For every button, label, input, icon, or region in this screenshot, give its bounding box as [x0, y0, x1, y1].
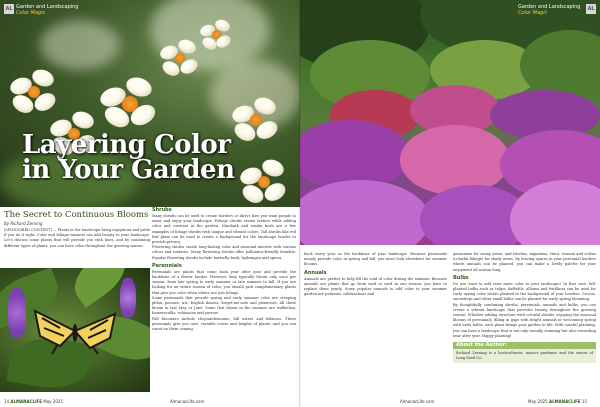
- continuation-paragraph: back every year as the backbone of your landscape. Because perennials mainly provide color in spring and fall, you must look elsewhere for summer blooms.: [304, 252, 447, 267]
- perennials-paragraph: Perennials are plants that come back year after year and provide the backbone of a flower border. However, they typically bloom only once per season, from late spring to early summer or late summer to fall. If you are looking for an entire season of color, you should pick complementary plants that give you color when others are just foliage.: [152, 269, 296, 295]
- daffodil-flower: [232, 98, 282, 144]
- left-column-b: [152, 207, 296, 332]
- perennials-paragraph-3: Fall bloomers include chrysanthemums, fall asters and hibiscus. These perennials give you rare, variable colors and heights of plants, and you can count on them coming: [152, 316, 296, 332]
- page-number: 15: [581, 399, 587, 404]
- left-column-a: [4, 228, 150, 249]
- page-gutter: [299, 0, 301, 407]
- section-title: Garden and Landscaping: [518, 4, 581, 10]
- issue-date: May 2025: [528, 399, 548, 404]
- title-line-2: in Your Garden: [22, 155, 235, 185]
- annuals-paragraph: Annuals are perfect to help fill the void of color during the summer. Because annuals are plants that go from seed to seed in one season, you have to replant them yearly. Some popular annuals to add color to your summer garden are petunias, calibrachoas and: [304, 276, 447, 297]
- annuals-heading: Annuals: [304, 269, 327, 276]
- section-subtitle: Color Magic: [16, 10, 46, 16]
- section-subtitle: Color Magic: [518, 10, 548, 16]
- magazine-name: ALMANACLIFE: [10, 399, 42, 404]
- article-title: [22, 130, 235, 185]
- garden-bed-image: [300, 0, 600, 245]
- daffodil-flower: [240, 160, 290, 206]
- about-author-text: Richard Zerning is a horticulturist, master gardener and the owner of Long Seed Co.: [456, 351, 593, 361]
- perennials-paragraph-2: Some perennials that provide spring and early summer color are creeping phlox, peonies, iris, English daisies, forget-me-nots and primroses. All these bloom in late May or June. Some that bloom in the summer are rudbeckia, hemerocallis, echinacea and yarrow.: [152, 295, 296, 316]
- left-footer-url: AlmanacLife.com: [170, 399, 205, 404]
- about-author-box: [453, 342, 596, 363]
- about-author-heading: About the Author:: [453, 342, 596, 349]
- shrubs-paragraph-2: Flowering shrubs create long-lasting color and seasonal interest with various colors and textures. Many flowering shrubs offer pollinator-friendly benefits. Popular flowering shrubs include butterfly bush, hydrangea and spirea.: [152, 245, 296, 260]
- daffodil-flower: [160, 40, 204, 80]
- section-label: [518, 4, 580, 16]
- bulbs-heading: Bulbs: [453, 274, 469, 281]
- shrubs-paragraph: Many shrubs can be used to create borders or direct how you want people to enter and enjoy your landscape. Foliage shrubs create texture while adding color and contrast in the garden. Ninebark and smoke bush are a few examples of foliage shrubs with unique and vibrant colors. Tall shrubs like red leaf plum can be used to create a background for the landscape border to provide privacy.: [152, 214, 296, 245]
- magazine-name: ALMANACLIFE: [549, 399, 581, 404]
- section-tag: AL: [587, 6, 595, 12]
- bulbs-paragraph-2: By thoughtfully combining shrubs, perennials, annuals and bulbs, you can create a vibrant landscape that provides beauty throughout the growing season. Whether adding structure with colorful shrubs, enjoying the seasonal blooms of perennials, filling in gaps with bright annuals or welcoming spring with early bulbs, each plant brings your garden to life. With careful planning, you can have a landscape that is not only visually stunning but also rewarding year after year. Happy planting!: [453, 302, 596, 338]
- right-footer-url: AlmanacLife.com: [400, 399, 435, 404]
- annuals-continued-paragraph: geraniums for sunny areas; and lobelias, impatiens, vinca, torenia and coleus (colorful foliage) for shady areas. By leaving spaces in your perennial borders where annuals can be planted, you can make a lovely palette for your enjoyment all season long.: [453, 252, 596, 272]
- left-footer: [4, 399, 63, 404]
- section-label: [16, 4, 78, 16]
- right-footer: [528, 399, 587, 404]
- daffodil-flower: [10, 70, 60, 116]
- issue-date: May 2025: [43, 399, 63, 404]
- section-tag: AL: [5, 6, 13, 12]
- daffodil-flower: [200, 20, 236, 52]
- butterfly-icon: [30, 306, 120, 356]
- right-page: [300, 0, 600, 407]
- butterfly-image: [0, 268, 150, 392]
- shrubs-heading: Shrubs: [152, 207, 172, 213]
- page-number: 14: [4, 399, 10, 404]
- title-line-1: Layering Color: [22, 130, 231, 160]
- perennials-heading: Perennials: [152, 262, 182, 269]
- daffodil-hero-image: [0, 0, 300, 207]
- bulbs-paragraph: Do you want to add even more color to your landscape? In that case, fall-planted bulbs such as tulips, daffodils, alliums and fritillaria can be used for early spring color where planted in the background of your borders. Crocus, snowdrops and other small bulbs can be planted for early spring blooming.: [453, 281, 596, 302]
- intro-paragraph: (SPONSORED CONTENT) — Plants in the landscape bring enjoyment and pride if you do it right. Color and foliage variants can add beauty to your landscape. Let's discuss some plants that will provide you with hues, and by combining different types of plants, you can have color throughout the growing season.: [4, 228, 150, 248]
- daffodil-flower: [100, 78, 160, 134]
- byline: By Richard Zerning: [4, 221, 43, 226]
- section-title: Garden and Landscaping: [16, 4, 79, 10]
- article-subtitle: The Secret to Continuous Blooms: [4, 210, 149, 220]
- right-column-b: [453, 252, 596, 363]
- right-column-a: [304, 252, 447, 297]
